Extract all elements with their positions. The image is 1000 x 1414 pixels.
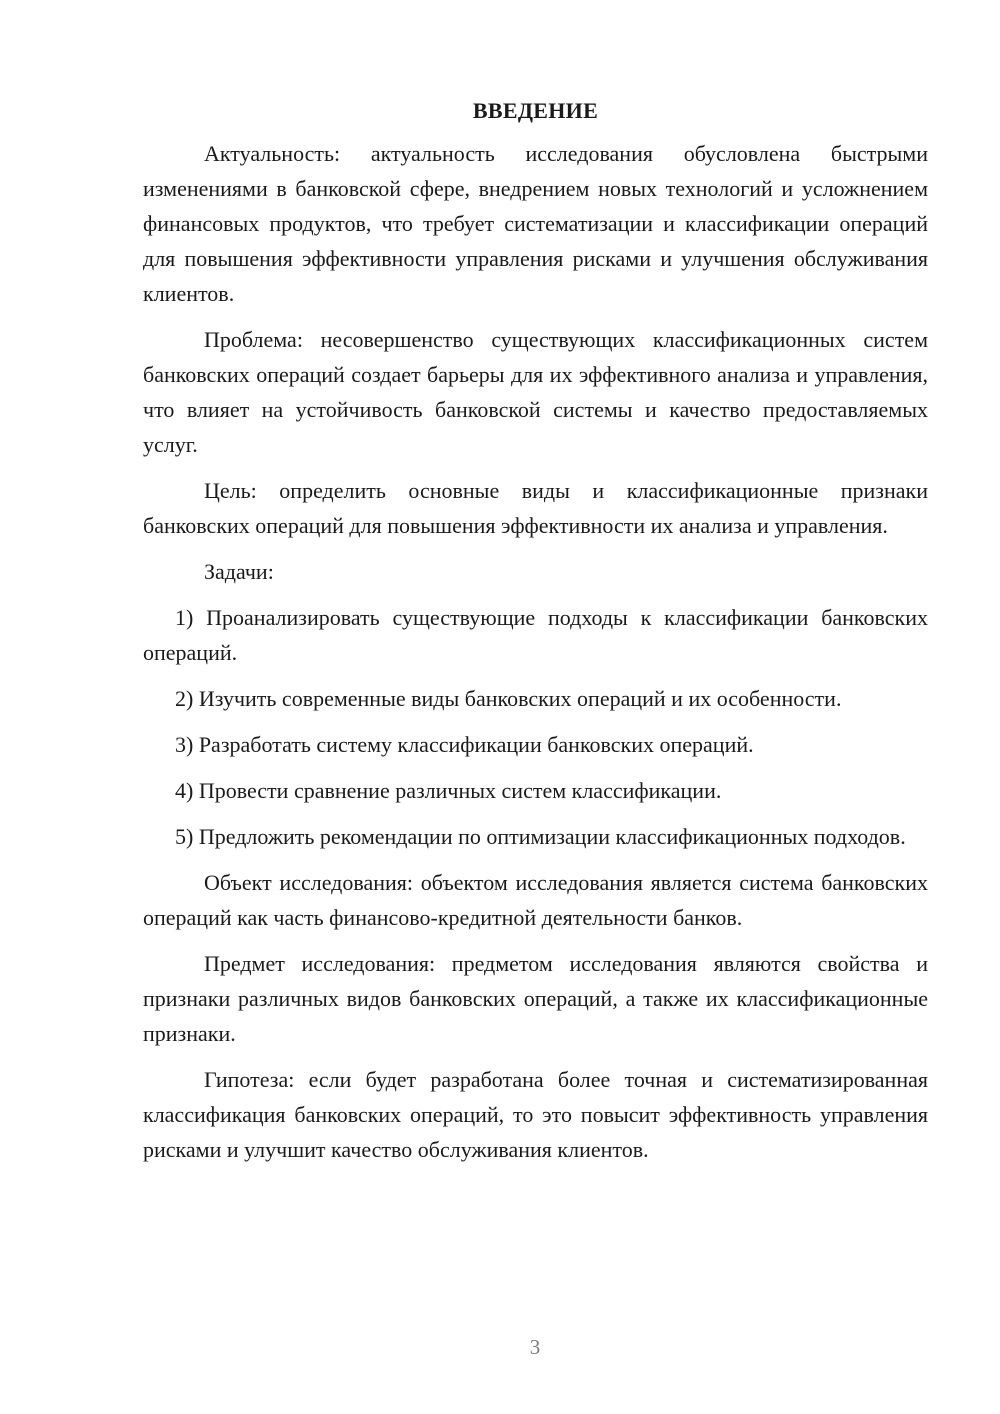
- task-item: 2) Изучить современные виды банковских операций и их особенности.: [175, 686, 842, 711]
- page-number: 3: [529, 1335, 541, 1359]
- relevance-paragraph: Актуальность: актуальность исследования обусловлена быстрыми изменениями в банковской сфере, внедрением новых технологий и усложнением финансовых продуктов, что требует систематизации и классификации операций для повышения эффективности управления рисками и улучшения обслуживания клиентов.: [143, 141, 928, 306]
- page-title: ВВЕДЕНИЕ: [472, 98, 599, 123]
- problem-paragraph: Проблема: несовершенство существующих классификационных систем банковских операций создает барьеры для их эффективного анализа и управления, что влияет на устойчивость банковской системы и качество предоставляемых услуг.: [143, 327, 928, 457]
- hypothesis-paragraph: Гипотеза: если будет разработана более точная и систематизированная классификация банковских операций, то это повысит эффективность управления рисками и улучшит качество обслуживания клиентов.: [143, 1067, 928, 1162]
- subject-paragraph: Предмет исследования: предметом исследования являются свойства и признаки различных видов банковских операций, а также их классификационные признаки.: [143, 951, 928, 1046]
- goal-paragraph: Цель: определить основные виды и классификационные признаки банковских операций для повышения эффективности их анализа и управления.: [143, 478, 928, 538]
- tasks-heading: Задачи:: [204, 559, 274, 584]
- object-paragraph: Объект исследования: объектом исследования является система банковских операций как часть финансово-кредитной деятельности банков.: [143, 870, 928, 930]
- task-item: 4) Провести сравнение различных систем классификации.: [175, 778, 722, 803]
- task-item: 3) Разработать систему классификации банковских операций.: [175, 732, 754, 757]
- task-item: 1) Проанализировать существующие подходы к классификации банковских операций.: [143, 605, 928, 665]
- page-content: [143, 96, 928, 1178]
- task-item: 5) Предложить рекомендации по оптимизации классификационных подходов.: [175, 824, 906, 849]
